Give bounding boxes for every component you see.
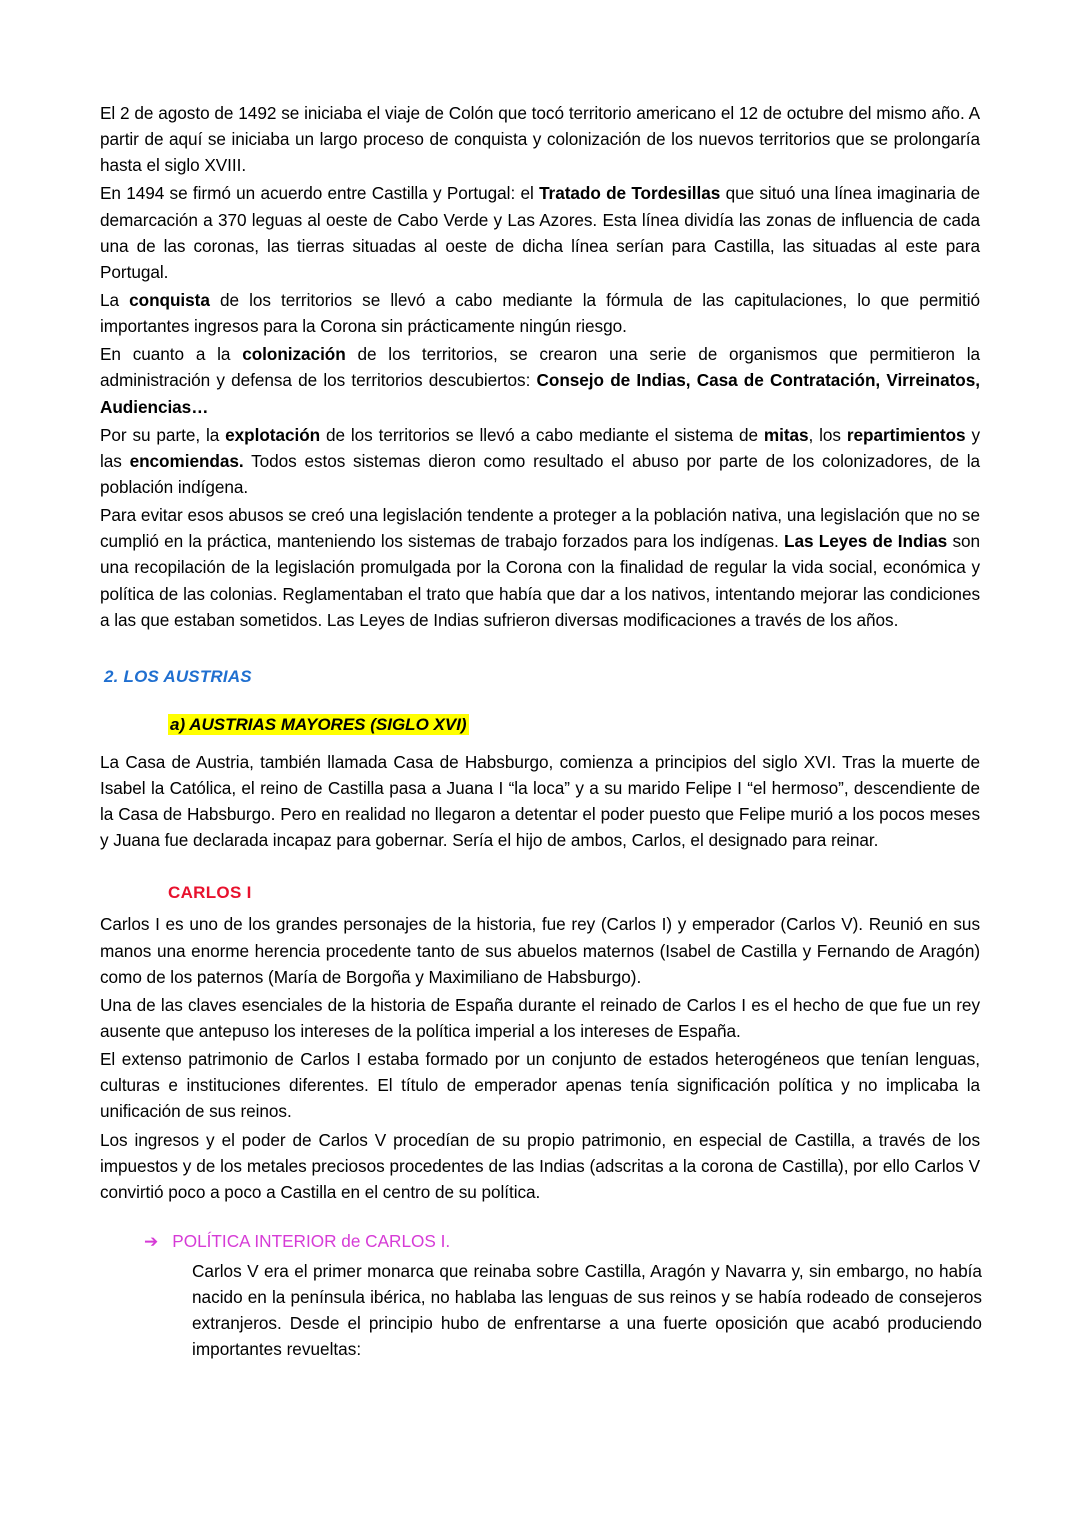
text-run: Los ingresos y el poder de Carlos V procedían de su propio patrimonio, en especial de Castilla, a través de los impuestos y de los metales preciosos procedentes de las Indias (adscritas a la corona de Castilla), por ello Carlos V convirtió poco a poco a Castilla en el centro de su política. (100, 1129, 980, 1202)
text-run: de los territorios se llevó a cabo mediante el sistema de (320, 424, 764, 445)
paragraph-group-intro (100, 100, 980, 633)
bold-run: explotación (225, 424, 321, 445)
text-run: La (100, 289, 130, 310)
text-run: En cuanto a la (100, 344, 243, 365)
text-run: que situó una línea imaginaria de demarcación a 370 leguas al oeste de Cabo Verde y Las Azores. Esta línea dividía las zonas de influencia de cada una de las coronas, las tierras situadas al oeste de dicha línea serían para Castilla, las situadas al este para Portugal. (100, 183, 980, 282)
text-run: Carlos I es uno de los grandes personajes de la historia, fue rey (Carlos I) y emperador (Carlos V). Reunió en sus manos una enorme herencia procedente tanto de sus abuelos maternos (Isabel de Castilla y Fernando de Aragón) como de los paternos (María de Borgoña y Maximiliano de Habsburgo). (100, 914, 980, 987)
paragraph (100, 502, 980, 633)
text-run: Una de las claves esenciales de la historia de España durante el reinado de Carlos I es el hecho de que fue un rey ausente que antepuso los intereses de la política imperial a los intereses de España. (100, 994, 980, 1041)
bold-run: Consejo de Indias, Casa de Contratación, Virreinatos, Audiencias… (100, 370, 980, 417)
paragraph-group-casa-austria (100, 749, 980, 854)
heading-carlos-i: CARLOS I (168, 883, 252, 903)
highlighted-subsection-text: a) AUSTRIAS MAYORES (SIGLO XVI) (170, 714, 467, 734)
text-run: de los territorios se llevó a cabo mediante la fórmula de las capitulaciones, lo que permitió importantes ingresos para la Corona sin prácticamente ningún riesgo. (100, 289, 980, 337)
text-run: El extenso patrimonio de Carlos I estaba formado por un conjunto de estados heterogéneos que tenían lenguas, culturas e instituciones diferentes. El título de emperador apenas tenía significación política y no implicaba la unificación de sus reinos. (100, 1049, 980, 1122)
text-run: En 1494 se firmó un acuerdo entre Castilla y Portugal: el (100, 183, 540, 204)
subsection-heading-austrias-mayores (168, 715, 980, 735)
paragraph (100, 1127, 980, 1205)
bold-run: mitas (763, 424, 809, 445)
text-run: son una recopilación de la legislación promulgada por la Corona con la finalidad de regular la vida social, económica y política de las colonias. Reglamentaban el trato que había que dar a los nativos, intentando mejorar las condiciones a las que estaban sometidos. Las Leyes de Indias sufrieron diversas modificaciones a través de los años. (100, 531, 981, 630)
paragraph (100, 180, 980, 285)
bold-run: Las Leyes de Indias (784, 531, 948, 552)
indented-paragraph: Carlos V era el primer monarca que reinaba sobre Castilla, Aragón y Navarra y, sin embargo, no había nacido en la península ibérica, no hablaba las lenguas de sus reinos y se había rodeado de consejeros extranjeros. Desde el principio hubo de enfrentarse a una fuerte oposición que acabó produciendo importantes revueltas: (192, 1260, 982, 1360)
paragraph (100, 1046, 980, 1124)
text-run: , los (808, 424, 847, 445)
paragraph (100, 749, 980, 854)
text-run: Para evitar esos abusos se creó una legislación tendente a proteger a la población nativa, una legislación que no se cumplió en la práctica, manteniendo los sistemas de trabajo forzados para los indígenas. (100, 505, 980, 552)
paragraph (100, 100, 980, 178)
bold-run: Tratado de Tordesillas (539, 183, 721, 204)
paragraph (100, 911, 980, 989)
text-run: Por su parte, la (100, 424, 226, 445)
text-run: y las (100, 424, 980, 471)
bold-run: conquista (129, 289, 210, 310)
text-run: Todos estos sistemas dieron como resultado el abuso por parte de los colonizadores, de la población indígena. (100, 450, 980, 497)
paragraph-group-carlos-i (100, 911, 980, 1205)
paragraph (100, 287, 980, 339)
paragraph (100, 341, 980, 419)
text-run: de los territorios, se crearon una serie de organismos que permitieron la administración y defensa de los territorios descubiertos: (100, 344, 980, 391)
paragraph (100, 422, 980, 500)
text-run: La Casa de Austria, también llamada Casa de Habsburgo, comienza a principios del siglo XVI. Tras la muerte de Isabel la Católica, el reino de Castilla pasa a Juana I “la loca” y a su marido Felipe I “el hermoso”, descendiente de la Casa de Habsburgo. Pero en realidad no llegaron a detentar el poder puesto que Felipe murió a los pocos meses y Juana fue declarada incapaz para gobernar. Sería el hijo de ambos, Carlos, el designado para reinar. (100, 751, 980, 851)
bold-run: colonización (242, 344, 346, 365)
bullet-politica-interior (144, 1231, 980, 1252)
text-run: El 2 de agosto de 1492 se iniciaba el viaje de Colón que tocó territorio americano el 12 de octubre del mismo año. A partir de aquí se iniciaba un largo proceso de conquista y colonización de los nuevos territorios que se prolongaría hasta el siglo XVIII. (100, 103, 980, 176)
arrow-right-icon: ➔ (144, 1231, 159, 1251)
bold-run: repartimientos (846, 424, 966, 445)
bullet-label: POLÍTICA INTERIOR de CARLOS I. (172, 1230, 451, 1251)
bold-run: encomiendas. (129, 450, 244, 471)
section-heading-los-austrias: 2. LOS AUSTRIAS (104, 666, 252, 686)
paragraph (100, 992, 980, 1044)
